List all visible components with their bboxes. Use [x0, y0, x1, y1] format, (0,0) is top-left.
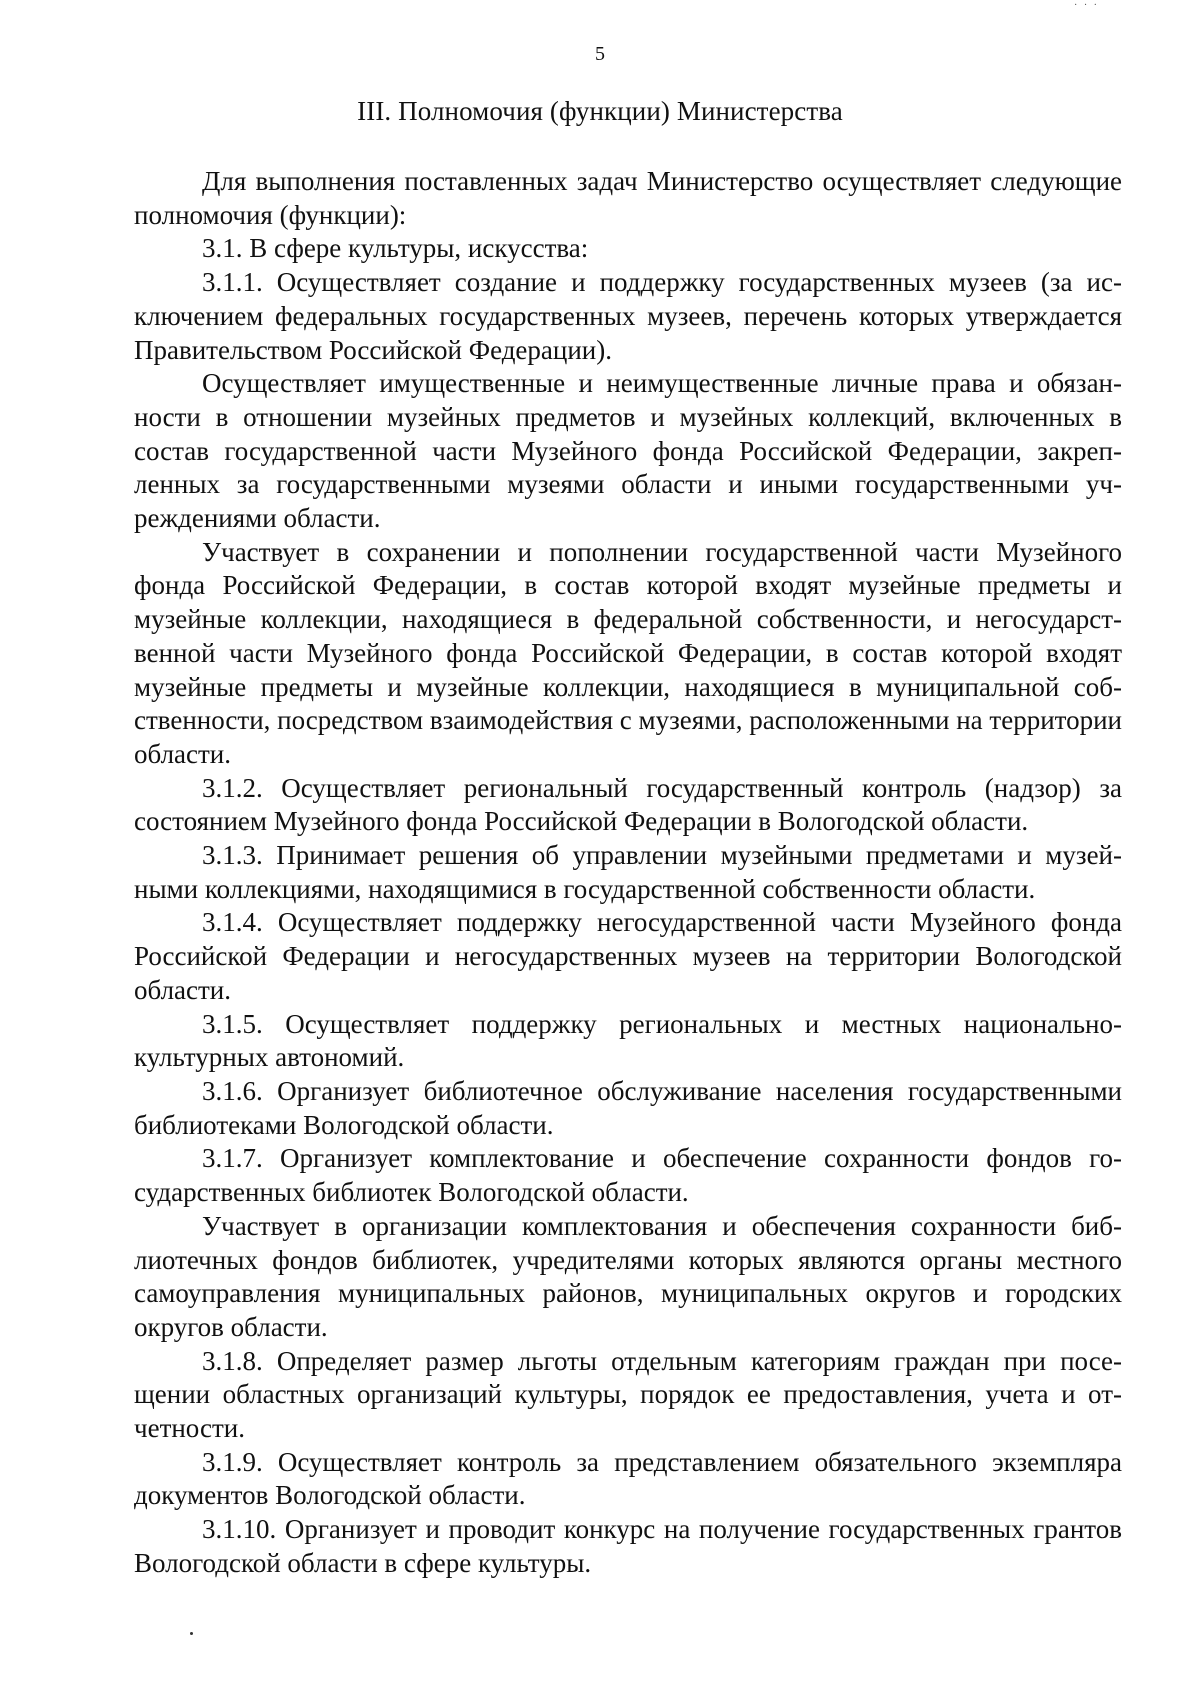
- page-number: 5: [595, 43, 605, 65]
- paragraph-3-1-7-participation: Участвует в организации комплектования и обеспечения сохранности библиотечных фондов библиотек, учредителями которых являются органы местного самоуправления муниципальных районов, муниципальных округов и городских округов области.: [134, 1210, 1122, 1342]
- paragraph-3-1-9: 3.1.9. Осуществляет контроль за представлением обязательного экземпляра документов Вологодской области.: [134, 1446, 1122, 1511]
- paragraph-3-1-3: 3.1.3. Принимает решения об управлении музейными предметами и музейными коллекциями, находящимися в государственной собственности области.: [134, 840, 1122, 904]
- paragraph-3-1-1-participation: Участвует в сохранении и пополнении государственной части Музейного фонда Российской Федерации, в состав которой входят музейные предметы и музейные коллекции, находящиеся в федеральной собственности, и негосударственной части Музейного фонда Российской Федерации, в состав которой входят музейные предметы и музейные коллекции, находящиеся в муниципальной собственности, посредством взаимодействия с музеями, расположенными на территории области.: [134, 536, 1122, 769]
- paragraph-intro: Для выполнения поставленных задач Министерство осуществляет следующие полномочия (функции):: [134, 166, 1122, 230]
- paragraph-3-1-1-rights: Осуществляет имущественные и неимущественные личные права и обязанности в отношении музейных предметов и музейных коллекций, включенных в состав государственной части Музейного фонда Российской Федерации, закрепленных за государственными музеями области и иными государственными учреждениями области.: [134, 368, 1122, 534]
- paragraph-3-1: 3.1. В сфере культуры, искусства:: [202, 233, 589, 264]
- paragraph-3-1-1: 3.1.1. Осуществляет создание и поддержку государственных музеев (за исключением федеральных государственных музеев, перечень которых утверждается Правительством Российской Федерации).: [134, 267, 1122, 365]
- scan-corner-marks: · · ·: [1074, 0, 1099, 11]
- scan-speck: [190, 1632, 193, 1635]
- paragraph-3-1-10: 3.1.10. Организует и проводит конкурс на получение государственных грантов Вологодской области в сфере культуры.: [134, 1514, 1122, 1578]
- paragraph-3-1-5: 3.1.5. Осуществляет поддержку региональных и местных национально-культурных автономий.: [134, 1008, 1122, 1073]
- paragraph-3-1-4: 3.1.4. Осуществляет поддержку негосударственной части Музейного фонда Российской Федерации и негосударственных музеев на территории Вологодской области.: [134, 907, 1122, 1005]
- paragraph-3-1-7: 3.1.7. Организует комплектование и обеспечение сохранности фондов государственных библиотек Вологодской области.: [134, 1143, 1122, 1208]
- paragraph-3-1-8: 3.1.8. Определяет размер льготы отдельным категориям граждан при посещении областных организаций культуры, порядок ее предоставления, учета и отчетности.: [134, 1345, 1122, 1444]
- section-title: III. Полномочия (функции) Министерства: [357, 96, 843, 126]
- paragraph-3-1-6: 3.1.6. Организует библиотечное обслуживание населения государственными библиотеками Вологодской области.: [134, 1075, 1122, 1140]
- paragraph-3-1-2: 3.1.2. Осуществляет региональный государственный контроль (надзор) за состоянием Музейного фонда Российской Федерации в Вологодской области.: [134, 772, 1122, 837]
- document-body: [134, 165, 1122, 1581]
